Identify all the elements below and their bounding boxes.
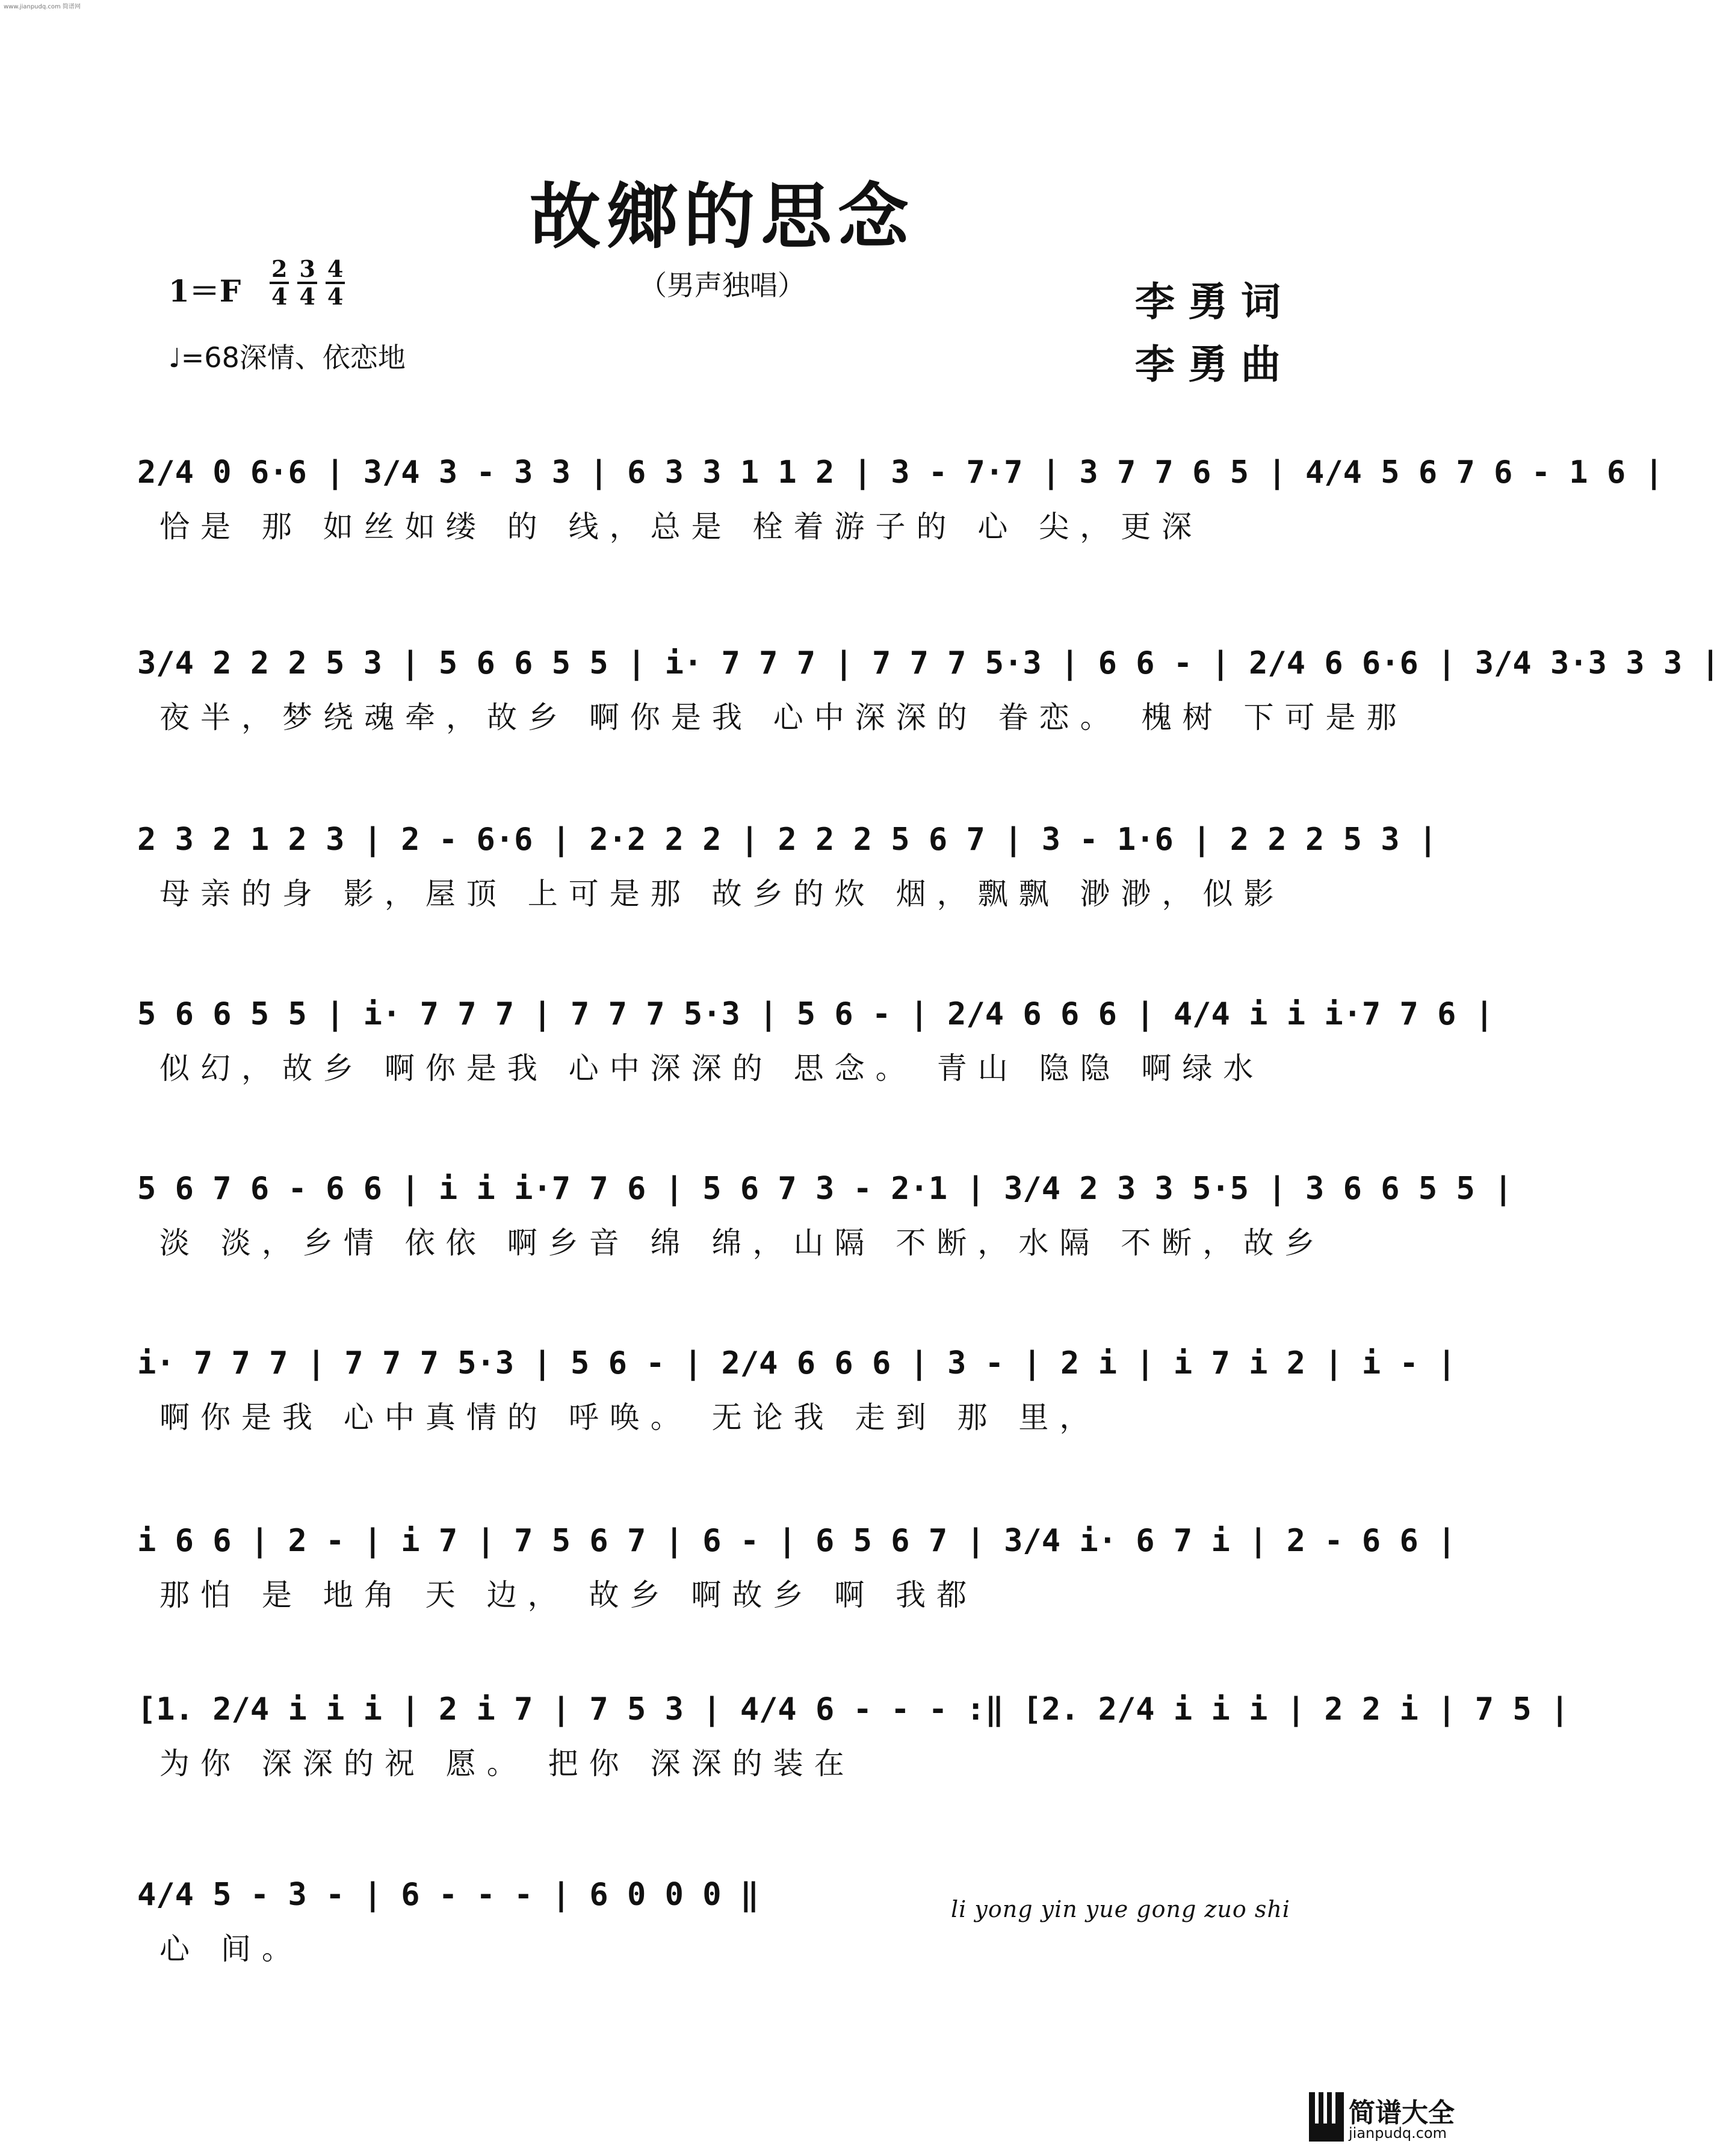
notation-line: [1. 2/4 i i i | 2 i 7 | 7 5 3 | 4/4 6 - - - :‖ [2. 2/4 i i i | 2 2 i | 7 5 | [137, 1691, 1570, 1727]
score-system [135, 1339, 1456, 1436]
quarter-note-icon: ♩ [169, 343, 181, 374]
lyrics-line: 似幻，故乡 啊你是我 心中深深的 思念。 青山 隐隐 啊绿水 [159, 1051, 1264, 1086]
notation-line: 3/4 2 2 2 5 3 | 5 6 6 5 5 | i· 7 7 7 | 7 7 7 5·3 | 6 6 - | 2/4 6 6·6 | 3/4 3·3 3 3 | [137, 645, 1720, 681]
notation-line: 5 6 6 5 5 | i· 7 7 7 | 7 7 7 5·3 | 5 6 - | 2/4 6 6 6 | 4/4 i i i·7 7 6 | [137, 996, 1494, 1032]
notation-line: 2 3 2 1 2 3 | 2 - 6·6 | 2·2 2 2 | 2 2 2 5 6 7 | 3 - 1·6 | 2 2 2 5 3 | [137, 822, 1438, 858]
score-system [135, 990, 1494, 1086]
lyrics-line: 为你 深深的祝 愿。 把你 深深的装在 [159, 1746, 855, 1781]
lyrics-line: 夜半，梦绕魂牵，故乡 啊你是我 心中深深的 眷恋。 槐树 下可是那 [159, 700, 1408, 735]
logo-url: jianpudq.com [1349, 2125, 1447, 2142]
score-system [135, 448, 1663, 545]
score-system [135, 1871, 954, 1967]
lyrics-line: 淡 淡，乡情 依依 啊乡音 绵 绵，山隔 不断，水隔 不断，故乡 [159, 1225, 1326, 1260]
lyricist-credit: 李勇词 [1135, 278, 1294, 325]
time-signature: $\frac{4}{4}$ [326, 256, 345, 309]
lyrics-line: 那怕 是 地角 天 边， 故乡 啊故乡 啊 我都 [159, 1578, 978, 1612]
notation-line: i 6 6 | 2 - | i 7 | 7 5 6 7 | 6 - | 6 5 6 7 | 3/4 i· 6 7 i | 2 - 6 6 | [137, 1523, 1456, 1559]
lyrics-line: 母亲的身 影，屋顶 上可是那 故乡的炊 烟，飘飘 渺渺，似影 [159, 876, 1285, 911]
song-subtitle: （男声独唱） [639, 269, 805, 302]
lyrics-line: 心 间。 [159, 1931, 303, 1966]
score-system [135, 639, 1720, 736]
time-signatures [270, 256, 353, 309]
time-signature: $\frac{3}{4}$ [297, 256, 317, 309]
song-title: 故鄉的思念 [529, 175, 915, 258]
key-signature: 1＝F [169, 273, 241, 309]
signature-text: li yong yin yue gong zuo shi [951, 1896, 1290, 1922]
notation-line: i· 7 7 7 | 7 7 7 5·3 | 5 6 - | 2/4 6 6 6 | 3 - | 2 i | i 7 i 2 | i - | [137, 1345, 1456, 1381]
notation-line: 2/4 0 6·6 | 3/4 3 - 3 3 | 6 3 3 1 1 2 | 3 - 7·7 | 3 7 7 6 5 | 4/4 5 6 7 6 - 1 6 | [137, 454, 1663, 491]
site-watermark: www.jianpudq.com 简谱网 [4, 4, 81, 10]
logo-brand: 简谱大全 [1349, 2098, 1455, 2128]
score-system [135, 1165, 1513, 1261]
lyrics-line: 恰是 那 如丝如缕 的 线，总是 栓着游子的 心 尖，更深 [159, 509, 1203, 544]
tempo-marking [169, 336, 406, 376]
time-signature: $\frac{2}{4}$ [270, 256, 289, 309]
tempo-text: =68深情、依恋地 [181, 341, 406, 374]
score-system [135, 816, 1438, 912]
lyrics-line: 啊你是我 心中真情的 呼唤。 无论我 走到 那 里， [159, 1400, 1101, 1435]
site-logo [1309, 2089, 1455, 2146]
notation-line: 4/4 5 - 3 - | 6 - - - | 6 0 0 0 ‖ [137, 1877, 759, 1913]
score-system [135, 1685, 1570, 1782]
notation-line: 5 6 7 6 - 6 6 | i i i·7 7 6 | 5 6 7 3 - 2·1 | 3/4 2 3 3 5·5 | 3 6 6 5 5 | [137, 1171, 1513, 1207]
composer-credit: 李勇曲 [1135, 341, 1294, 388]
piano-keys-icon [1309, 2092, 1344, 2142]
score-system [135, 1517, 1456, 1613]
